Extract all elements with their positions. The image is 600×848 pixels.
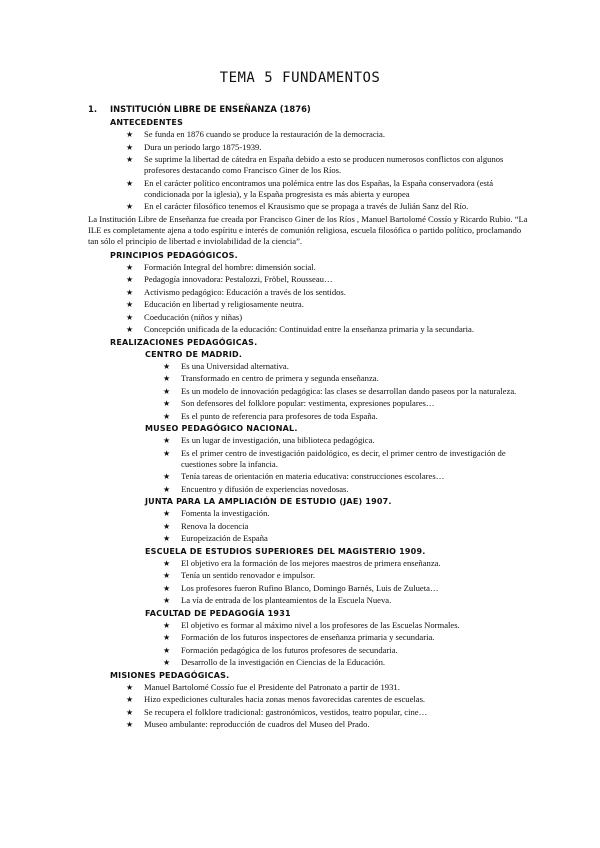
star-bullet-icon: ★ (126, 178, 134, 188)
star-bullet-icon: ★ (163, 448, 171, 458)
star-bullet-icon: ★ (126, 130, 134, 139)
list-item: ★ Es el punto de referencia para profesores de toda España. (163, 410, 378, 421)
list-item: ★ Tenía tareas de orientación en materia educativa: construcciones escolares… (163, 471, 445, 481)
star-bullet-icon: ★ (126, 300, 134, 309)
ile-paragraph: La Institución Libre de Enseñanza fue creada por Francisco Giner de los Ríos , Manuel Bartolomé Cossío y Ricardo Rubio. “La ILE es completamente ajena a todo espíritu e interés de comunión religiosa, escuela filosófica o partido político, proclamando tan sólo el principio de libertad e inviolabilidad de la ciencia”. (88, 213, 528, 246)
antecedentes-list (88, 129, 528, 212)
list-item: ★ Se recupera el folklore tradicional: gastronómicos, vestidos, teatro popular, cine… (126, 706, 428, 717)
list-item: ★ Educación en libertad y religiosamente neutra. (126, 299, 304, 309)
list-item: ★ Formación de los futuros inspectores de enseñanza primaria y secundaria. (163, 632, 435, 642)
list-item: ★ El objetivo es formar al máximo nivel a los profesores de las Escuelas Normales. (163, 619, 460, 630)
list-item: ★ Es un lugar de investigación, una biblioteca pedagógica. (163, 435, 375, 445)
list-item: ★ Museo ambulante: reproducción de cuadros del Museo del Prado. (126, 719, 370, 729)
star-bullet-icon: ★ (126, 275, 134, 284)
star-bullet-icon: ★ (163, 361, 171, 371)
star-bullet-icon: ★ (126, 155, 134, 164)
document-title: TEMA 5 FUNDAMENTOS (219, 70, 381, 86)
star-bullet-icon: ★ (126, 202, 134, 211)
star-bullet-icon: ★ (163, 521, 171, 531)
jae-list (88, 508, 528, 544)
list-item: ★ Fomenta la investigación. (163, 508, 270, 518)
misiones-list (88, 682, 528, 731)
star-bullet-icon: ★ (163, 386, 171, 396)
list-item: ★ Hizo expediciones culturales hacia zonas menos favorecidas carentes de escuelas. (126, 694, 426, 704)
star-bullet-icon: ★ (163, 534, 171, 543)
star-bullet-icon: ★ (163, 645, 171, 655)
facultad-list (88, 620, 528, 669)
antecedentes-heading: ANTECEDENTES (110, 118, 184, 127)
list-item: ★ Manuel Bartolomé Cossío fue el Presidente del Patronato a partir de 1931. (126, 681, 400, 692)
star-bullet-icon: ★ (126, 682, 134, 692)
star-bullet-icon: ★ (163, 484, 171, 494)
list-item: ★ Concepción unificada de la educación: Continuidad entre la enseñanza primaria y la secundaria. (126, 324, 475, 334)
star-bullet-icon: ★ (163, 374, 171, 383)
star-bullet-icon: ★ (163, 558, 171, 568)
star-bullet-icon: ★ (163, 596, 171, 605)
star-bullet-icon: ★ (163, 436, 171, 445)
list-item: ★ Coeducación (niños y niñas) (126, 311, 243, 322)
list-item: ★ Los profesores fueron Rufino Blanco, Domingo Barnés, Luis de Zulueta… (163, 582, 439, 593)
list-item: ★ Desarrollo de la investigación en Ciencias de la Educación. (163, 657, 386, 667)
star-bullet-icon: ★ (126, 695, 134, 704)
list-item: ★ Tenía un sentido renovador e impulsor. (163, 570, 316, 580)
star-bullet-icon: ★ (126, 312, 134, 322)
subsection-heading: JUNTA PARA LA AMPLIACIÓN DE ESTUDIO (JAE) 1907. (145, 497, 392, 506)
principios-list (88, 262, 528, 336)
list-item: ★ Es un modelo de innovación pedagógica: las clases se desarrollan dando paseos por la naturaleza. (163, 385, 517, 396)
list-item: ★ En el carácter filosófico tenemos el Krausismo que se propaga a través de Julián Sanz del Río. (126, 201, 469, 211)
star-bullet-icon: ★ (126, 262, 134, 272)
document-body (88, 104, 528, 732)
section-title: INSTITUCIÓN LIBRE DE ENSEÑANZA (1876) (110, 104, 311, 114)
star-bullet-icon: ★ (163, 658, 171, 667)
star-bullet-icon: ★ (126, 142, 134, 152)
list-item: ★ Formación Integral del hombre: dimensión social. (126, 261, 316, 272)
list-item: ★ El objetivo era la formación de los mejores maestros de primera enseñanza. (163, 557, 441, 568)
principios-heading: PRINCIPIOS PEDAGÓGICOS. (110, 250, 238, 260)
list-item: ★ Es una Universidad alternativa. (163, 360, 289, 371)
star-bullet-icon: ★ (163, 472, 171, 481)
list-item: ★ Transformado en centro de primera y segunda enseñanza. (163, 373, 379, 383)
subsection-heading: ESCUELA DE ESTUDIOS SUPERIORES DEL MAGISTERIO 1909. (145, 546, 426, 556)
subsection-heading: CENTRO DE MADRID. (145, 349, 243, 359)
star-bullet-icon: ★ (163, 620, 171, 630)
museo-list (88, 435, 528, 495)
star-bullet-icon: ★ (163, 399, 171, 408)
star-bullet-icon: ★ (163, 571, 171, 580)
list-item: ★ Son defensores del folklore popular: vestimenta, expresiones populares… (163, 398, 435, 408)
list-item: ★ Encuentro y difusión de experiencias novedosas. (163, 483, 349, 494)
star-bullet-icon: ★ (163, 411, 171, 421)
centro-madrid-list (88, 361, 528, 422)
list-item: ★ En el carácter político encontramos una polémica entre las dos Españas, la España conservadora (está condicionada por la iglesia), y la España progresista es más abierta y europea (126, 177, 494, 199)
escuela-list (88, 558, 528, 607)
list-item: ★ Europeización de España (163, 533, 268, 543)
star-bullet-icon: ★ (163, 509, 171, 518)
realizaciones-heading: REALIZACIONES PEDAGÓGICAS. (110, 337, 258, 347)
list-item: ★ Dura un periodo largo 1875-1939. (126, 141, 262, 152)
star-bullet-icon: ★ (163, 633, 171, 642)
section-heading (88, 104, 528, 115)
list-item: ★ Formación pedagógica de los futuros profesores de secundaria. (163, 644, 398, 655)
star-bullet-icon: ★ (126, 720, 134, 729)
misiones-heading: MISIONES PEDAGÓGICAS. (110, 670, 230, 680)
star-bullet-icon: ★ (126, 287, 134, 297)
list-item: ★ Es el primer centro de investigación paidológico, es decir, el primer centro de investigación de cuestiones sobre la infancia. (163, 447, 506, 469)
list-item: ★ Se suprime la libertad de cátedra en España debido a esto se producen numerosos conflictos con algunos profesores destacando como Francisco Giner de los Ríos. (126, 154, 504, 175)
list-item: ★ Renova la docencia (163, 520, 249, 531)
list-item: ★ La vía de entrada de los planteamientos de la Escuela Nueva. (163, 595, 392, 605)
star-bullet-icon: ★ (126, 325, 134, 334)
section-number: 1. (88, 104, 98, 114)
list-item: ★ Pedagogía innovadora: Pestalozzi, Fröbel, Rousseau… (126, 274, 333, 284)
subsection-heading: MUSEO PEDAGÓGICO NACIONAL. (145, 424, 298, 433)
subsection-heading: FACULTAD DE PEDAGOGÍA 1931 (145, 608, 291, 618)
star-bullet-icon: ★ (126, 707, 134, 717)
star-bullet-icon: ★ (163, 583, 171, 593)
list-item: ★ Activismo pedagógico: Educación a través de los sentidos. (126, 286, 346, 297)
list-item: ★ Se funda en 1876 cuando se produce la restauración de la democracia. (126, 129, 385, 139)
